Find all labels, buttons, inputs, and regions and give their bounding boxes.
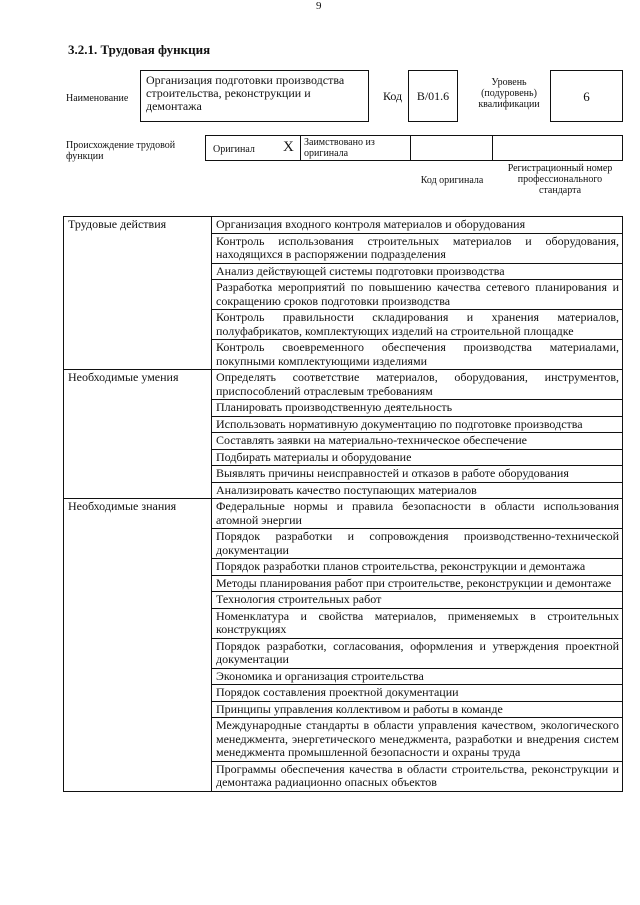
- origin-label: Происхождение трудовой функции: [66, 140, 176, 162]
- item-cell: Организация входного контроля материалов и оборудования: [212, 217, 623, 234]
- code-value: B/01.6: [416, 89, 450, 103]
- labor-function-table: [63, 216, 623, 792]
- qualification-level-label: Уровень (подуровень) квалификации: [478, 77, 540, 110]
- table-row: [64, 370, 623, 400]
- origin-row: [205, 135, 623, 161]
- code-original-label: Код оригинала: [420, 175, 484, 186]
- item-cell: Порядок разработки планов строительства, реконструкции и демонтажа: [212, 559, 623, 576]
- origin-divider: [300, 135, 301, 161]
- item-cell: Анализировать качество поступающих материалов: [212, 482, 623, 499]
- original-label: Оригинал: [213, 144, 255, 155]
- origin-divider: [492, 135, 493, 161]
- item-cell: Порядок составления проектной документации: [212, 685, 623, 702]
- qualification-level-box: [550, 70, 623, 122]
- registration-number-label: Регистрационный номер профессионального стандарта: [507, 163, 613, 196]
- table-row: [64, 217, 623, 234]
- item-cell: Определять соответствие материалов, оборудования, инструментов, приспособлений отраслевым требованиям: [212, 370, 623, 400]
- function-name-value: Организация подготовки производства строительства, реконструкции и демонтажа: [146, 73, 345, 113]
- section-heading: 3.2.1. Трудовая функция: [68, 42, 211, 57]
- qualification-level-value: 6: [583, 89, 590, 104]
- item-cell: Порядок разработки, согласования, оформления и утверждения проектной документации: [212, 638, 623, 668]
- item-cell: Использовать нормативную документацию по подготовке производства: [212, 416, 623, 433]
- item-cell: Принципы управления коллективом и работы в команде: [212, 701, 623, 718]
- item-cell: Международные стандарты в области управления качеством, экологического менеджмента, энергетического менеджмента, разработки и внедрения систем менеджмента промышленной безопасности и охраны труда: [212, 718, 623, 762]
- item-cell: Контроль своевременного обеспечения производства материалами, покупными комплектующими изделиями: [212, 340, 623, 370]
- item-cell: Планировать производственную деятельность: [212, 400, 623, 417]
- category-cell: Необходимые умения: [64, 370, 212, 499]
- name-label: Наименование: [66, 93, 129, 104]
- item-cell: Выявлять причины неисправностей и отказов в работе оборудования: [212, 466, 623, 483]
- item-cell: Методы планирования работ при строительстве, реконструкции и демонтаже: [212, 575, 623, 592]
- item-cell: Номенклатура и свойства материалов, применяемых в строительных конструкциях: [212, 608, 623, 638]
- origin-divider: [410, 135, 411, 161]
- item-cell: Федеральные нормы и правила безопасности в области использования атомной энергии: [212, 499, 623, 529]
- item-cell: Разработка мероприятий по повышению качества сетевого планирования и сокращению сроков подготовки производства: [212, 280, 623, 310]
- item-cell: Контроль правильности складирования и хранения материалов, полуфабрикатов, комплектующих изделий на строительной площадке: [212, 310, 623, 340]
- item-cell: Подбирать материалы и оборудование: [212, 449, 623, 466]
- category-cell: Трудовые действия: [64, 217, 212, 370]
- function-name-box: [140, 70, 369, 122]
- item-cell: Анализ действующей системы подготовки производства: [212, 263, 623, 280]
- code-label: Код: [383, 89, 403, 103]
- code-box: [408, 70, 458, 122]
- item-cell: Программы обеспечения качества в области строительства, реконструкции и демонтажа радиационно опасных объектов: [212, 761, 623, 791]
- table-row: [64, 499, 623, 529]
- item-cell: Экономика и организация строительства: [212, 668, 623, 685]
- item-cell: Порядок разработки и сопровождения производственно-технической документации: [212, 529, 623, 559]
- original-mark: X: [283, 139, 294, 155]
- item-cell: Составлять заявки на материально-техническое обеспечение: [212, 433, 623, 450]
- borrowed-label: Заимствовано из оригинала: [304, 137, 375, 159]
- item-cell: Контроль использования строительных материалов и оборудования, находящихся в распоряжении подразделения: [212, 233, 623, 263]
- item-cell: Технология строительных работ: [212, 592, 623, 609]
- category-cell: Необходимые знания: [64, 499, 212, 792]
- page-number: 9: [316, 0, 322, 12]
